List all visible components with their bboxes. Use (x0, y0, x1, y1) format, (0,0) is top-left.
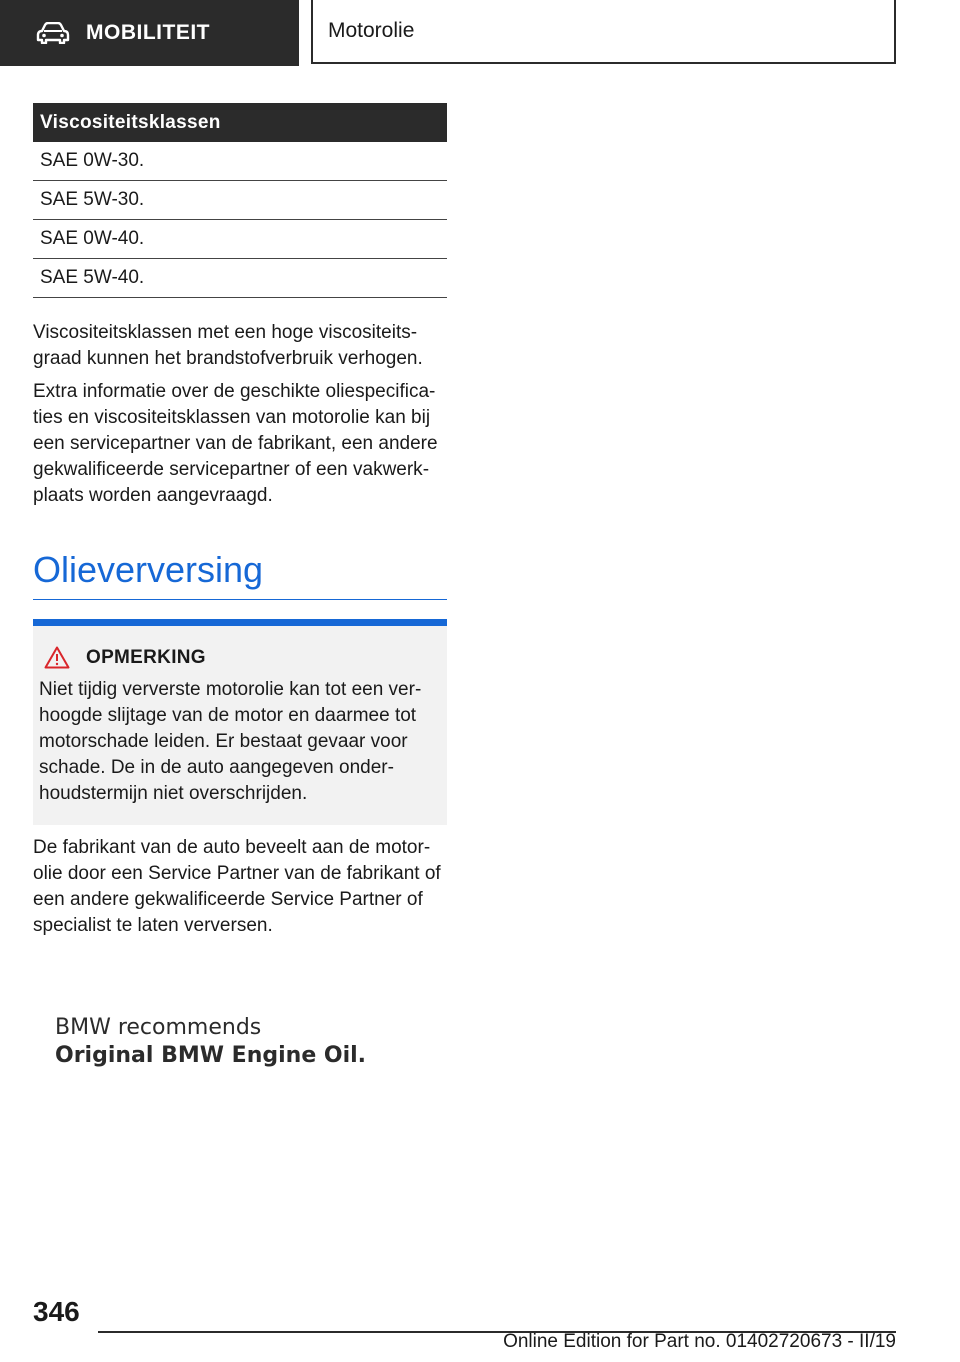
section-heading: Olieverversing (33, 549, 447, 600)
section-label: MOBILITEIT (86, 21, 210, 44)
paragraph-extra-info: Extra informatie over de geschikte oliespecificaties en viscositeitsklassen van motorolie kan bij een servicepartner van de fabrikant, een andere gekwalificeerde servicepartner of een vakwerkplaats worden aangevraagd. (33, 381, 438, 506)
notice-label: OPMERKING (86, 646, 206, 668)
table-row (33, 181, 447, 220)
section-tab (0, 0, 299, 66)
table-header-cell: Viscositeitsklassen (33, 103, 447, 142)
warning-icon (44, 646, 70, 669)
table-row (33, 220, 447, 259)
advert-line-1: BMW recommends (55, 1015, 262, 1040)
page-number: 346 (33, 1296, 80, 1327)
chapter-title: Motorolie (328, 19, 415, 42)
car-icon (36, 22, 70, 44)
table-cell: SAE 5W-40. (33, 259, 447, 298)
table-cell: SAE 5W-30. (33, 181, 447, 220)
bmw-oil-advert (55, 1014, 366, 1070)
table-cell: SAE 0W-40. (33, 220, 447, 259)
page-header (0, 0, 960, 66)
table-row (33, 259, 447, 298)
table-header-row (33, 103, 447, 142)
table-row (33, 142, 447, 181)
viscosity-table (33, 103, 447, 298)
footer-edition-text: Online Edition for Part no. 01402720673 - II/19 (503, 1331, 896, 1352)
paragraph-viscosity-note: Viscositeitsklassen met een hoge viscositeitsgraad kunnen het brandstofverbruik verhogen. (33, 322, 423, 369)
notice-box (33, 619, 447, 825)
paragraph-oil-change: De fabrikant van de auto beveelt aan de motorolie door een Service Partner van de fabrikant of een andere gekwalificeerde Service Partner of specialist te laten verversen. (33, 837, 441, 936)
notice-header (39, 646, 433, 669)
notice-text: Niet tijdig ververste motorolie kan tot een verhoogde slijtage van de motor en daarmee tot motorschade leiden. Er bestaat gevaar voor schade. De in de auto aangegeven onderhoudstermijn niet overschrijden. (39, 679, 422, 804)
content-column (33, 103, 447, 939)
advert-line-2: Original BMW Engine Oil. (55, 1043, 367, 1068)
table-cell: SAE 0W-30. (33, 142, 447, 181)
chapter-box (311, 0, 896, 64)
